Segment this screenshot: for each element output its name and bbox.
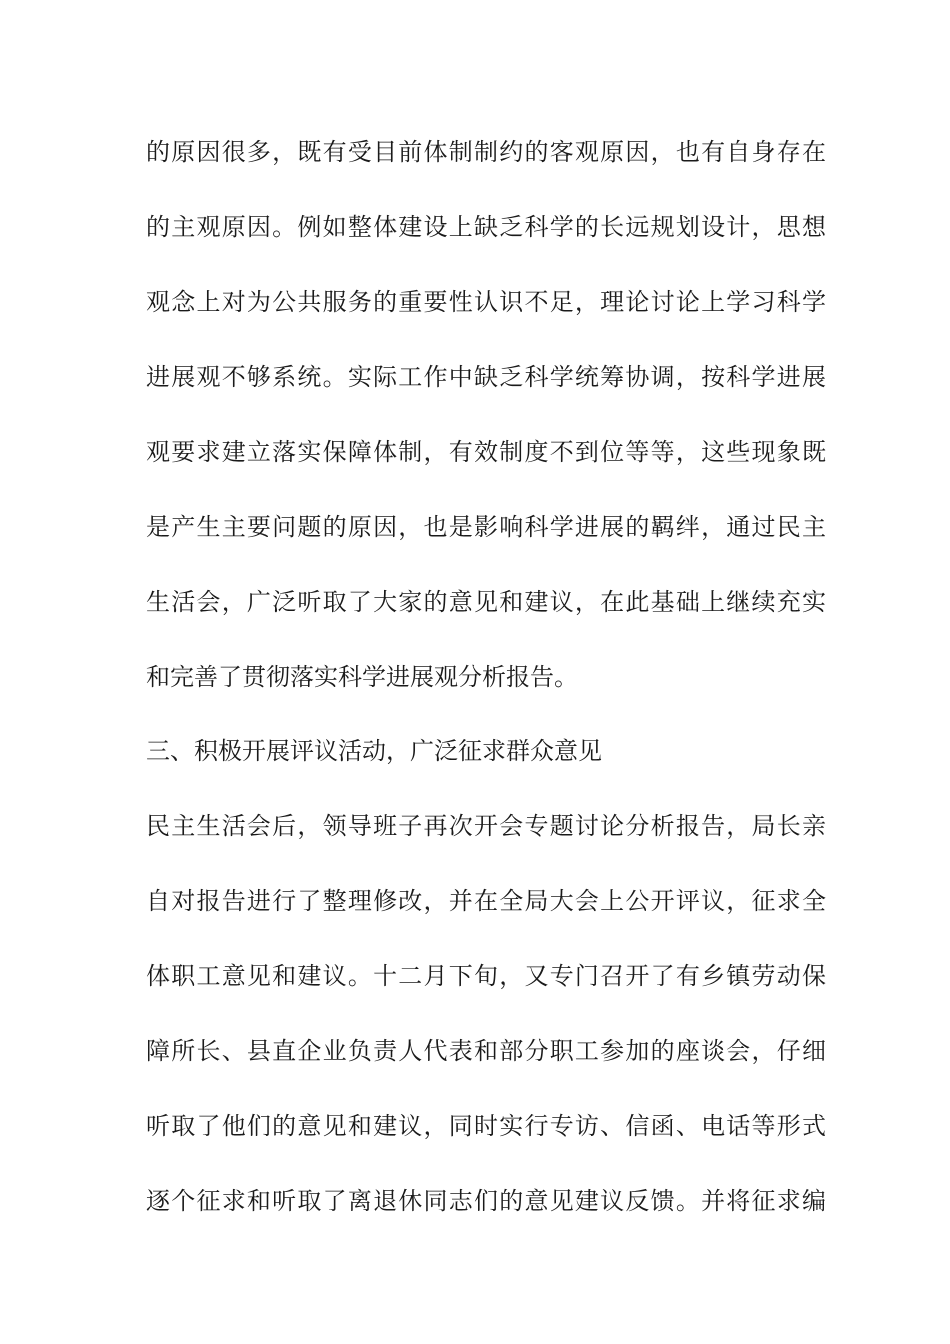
paragraph-line: 逐个征求和听取了离退休同志们的意见建议反馈。并将征求编 [146,1187,826,1215]
paragraph-line: 障所长、县直企业负责人代表和部分职工参加的座谈会，仔细 [146,1037,826,1065]
paragraph-line: 的主观原因。例如整体建设上缺乏科学的长远规划设计，思想 [146,213,826,241]
paragraph-line: 观要求建立落实保障体制，有效制度不到位等等，这些现象既 [146,438,826,466]
paragraph-line: 生活会，广泛听取了大家的意见和建议，在此基础上继续充实 [146,588,826,616]
paragraph-line: 的原因很多，既有受目前体制制约的客观原因，也有自身存在 [146,138,826,166]
paragraph-line: 和完善了贯彻落实科学进展观分析报告。 [146,663,578,691]
paragraph-line: 是产生主要问题的原因，也是影响科学进展的羁绊，通过民主 [146,513,826,541]
paragraph-line: 民主生活会后，领导班子再次开会专题讨论分析报告，局长亲 [146,812,826,840]
section-heading: 三、积极开展评议活动，广泛征求群众意见 [146,737,602,765]
paragraph-line: 体职工意见和建议。十二月下旬，又专门召开了有乡镇劳动保 [146,962,826,990]
paragraph-line: 进展观不够系统。实际工作中缺乏科学统筹协调，按科学进展 [146,363,826,391]
paragraph-line: 观念上对为公共服务的重要性认识不足，理论讨论上学习科学 [146,288,826,316]
paragraph-line: 自对报告进行了整理修改，并在全局大会上公开评议，征求全 [146,887,826,915]
paragraph-line: 听取了他们的意见和建议，同时实行专访、信函、电话等形式 [146,1112,826,1140]
